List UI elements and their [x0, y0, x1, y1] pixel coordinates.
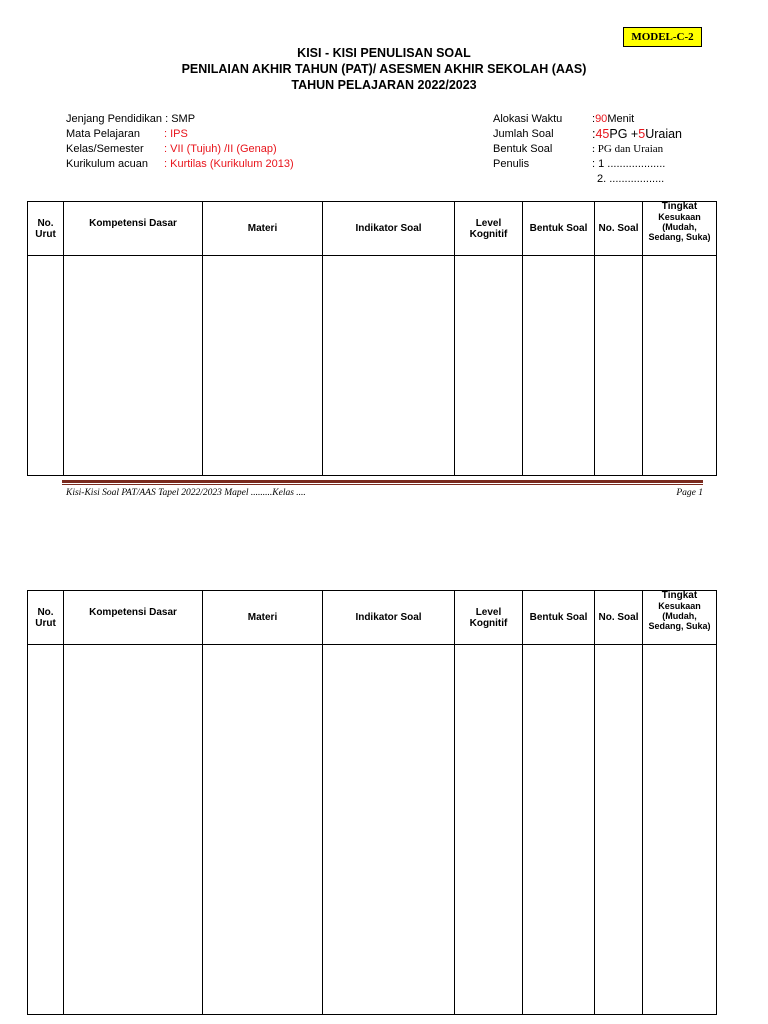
- title-line-1: KISI - KISI PENULISAN SOAL: [297, 46, 471, 60]
- page-number: Page 1: [676, 488, 703, 498]
- model-badge: MODEL-C-2: [623, 27, 702, 47]
- cell[interactable]: [28, 256, 64, 476]
- header-tingkat-detail: Kesukaan (Mudah, Sedang, Suka): [648, 601, 711, 631]
- kurikulum-label: Kurikulum acuan: [66, 158, 148, 170]
- kurikulum-row: [66, 157, 294, 172]
- penulis-2-spacer: [493, 172, 592, 187]
- cell[interactable]: [203, 256, 323, 476]
- jumlah-row: [493, 127, 682, 142]
- penulis-row: [493, 157, 682, 172]
- kurikulum-value: : Kurtilas (Kurikulum 2013): [164, 158, 294, 170]
- header-tingkat: [643, 591, 717, 645]
- penulis-2: 2. ..................: [597, 173, 665, 185]
- table-row: [28, 645, 717, 1015]
- cell[interactable]: [64, 645, 203, 1015]
- header-materi: Materi: [203, 591, 323, 645]
- footer-rule: [62, 480, 703, 483]
- jumlah-label: Jumlah Soal: [493, 128, 554, 140]
- header-level: Level Kognitif: [455, 202, 523, 256]
- header-level: Level Kognitif: [455, 591, 523, 645]
- cell[interactable]: [455, 256, 523, 476]
- mapel-value: : IPS: [164, 128, 188, 140]
- header-bentuk: Bentuk Soal: [523, 591, 595, 645]
- kisi-table-2: [27, 590, 717, 1015]
- header-tingkat: [643, 202, 717, 256]
- header-tingkat-title: Tingkat: [661, 201, 698, 212]
- footer-rule-thin: [62, 484, 703, 485]
- document-title: [0, 45, 768, 93]
- jenjang-value: : SMP: [165, 113, 196, 125]
- cell[interactable]: [323, 645, 455, 1015]
- header-indikator: Indikator Soal: [323, 202, 455, 256]
- cell[interactable]: [643, 256, 717, 476]
- header-tingkat-title: Tingkat: [661, 590, 698, 601]
- info-left: [66, 112, 294, 172]
- cell[interactable]: [595, 645, 643, 1015]
- alokasi-row: [493, 112, 682, 127]
- jumlah-pg-text: PG +: [609, 127, 639, 141]
- penulis-1: : 1 ...................: [592, 158, 666, 170]
- jenjang-label: Jenjang Pendidikan: [66, 113, 163, 125]
- table-header-row: [28, 202, 717, 256]
- kelas-label: Kelas/Semester: [66, 143, 144, 155]
- header-no-soal: No. Soal: [595, 202, 643, 256]
- header-no-soal: No. Soal: [595, 591, 643, 645]
- penulis-2-row: [493, 172, 682, 187]
- bentuk-label: Bentuk Soal: [493, 143, 553, 155]
- title-line-2: PENILAIAN AKHIR TAHUN (PAT)/ ASESMEN AKHIR SEKOLAH (AAS): [181, 62, 587, 76]
- header-indikator: Indikator Soal: [323, 591, 455, 645]
- bentuk-value: : PG dan Uraian: [592, 143, 664, 155]
- cell[interactable]: [323, 256, 455, 476]
- kisi-table-1: [27, 201, 717, 476]
- header-materi: Materi: [203, 202, 323, 256]
- kelas-value: : VII (Tujuh) /II (Genap): [164, 143, 277, 155]
- header-kompetensi: Kompetensi Dasar: [64, 591, 203, 645]
- footer-left-text: Kisi-Kisi Soal PAT/AAS Tapel 2022/2023 Mapel .........Kelas ....: [66, 488, 306, 498]
- alokasi-unit: Menit: [607, 113, 635, 125]
- alokasi-label: Alokasi Waktu: [493, 113, 563, 125]
- cell[interactable]: [595, 256, 643, 476]
- mapel-row: [66, 127, 294, 142]
- header-kompetensi: Kompetensi Dasar: [64, 202, 203, 256]
- header-no-urut: No. Urut: [28, 202, 64, 256]
- kelas-row: [66, 142, 294, 157]
- jumlah-uraian-number: 5: [638, 127, 646, 141]
- cell[interactable]: [523, 256, 595, 476]
- table-row: [28, 256, 717, 476]
- cell[interactable]: [523, 645, 595, 1015]
- alokasi-prefix: :: [592, 113, 596, 125]
- header-no-urut: No. Urut: [28, 591, 64, 645]
- alokasi-number: 90: [595, 113, 608, 125]
- header-tingkat-detail: Kesukaan (Mudah, Sedang, Suka): [648, 212, 711, 242]
- title-line-3: TAHUN PELAJARAN 2022/2023: [291, 78, 477, 92]
- bentuk-row: [493, 142, 682, 157]
- page-footer: [66, 488, 703, 498]
- header-bentuk: Bentuk Soal: [523, 202, 595, 256]
- cell[interactable]: [643, 645, 717, 1015]
- mapel-label: Mata Pelajaran: [66, 128, 140, 140]
- jenjang-row: [66, 112, 294, 127]
- jumlah-pg-number: 45: [595, 127, 610, 141]
- jumlah-uraian-text: Uraian: [645, 127, 683, 141]
- cell[interactable]: [64, 256, 203, 476]
- info-right: [493, 112, 682, 187]
- cell[interactable]: [455, 645, 523, 1015]
- jumlah-prefix: :: [592, 127, 596, 141]
- cell[interactable]: [203, 645, 323, 1015]
- penulis-label: Penulis: [493, 158, 530, 170]
- cell[interactable]: [28, 645, 64, 1015]
- table-header-row: [28, 591, 717, 645]
